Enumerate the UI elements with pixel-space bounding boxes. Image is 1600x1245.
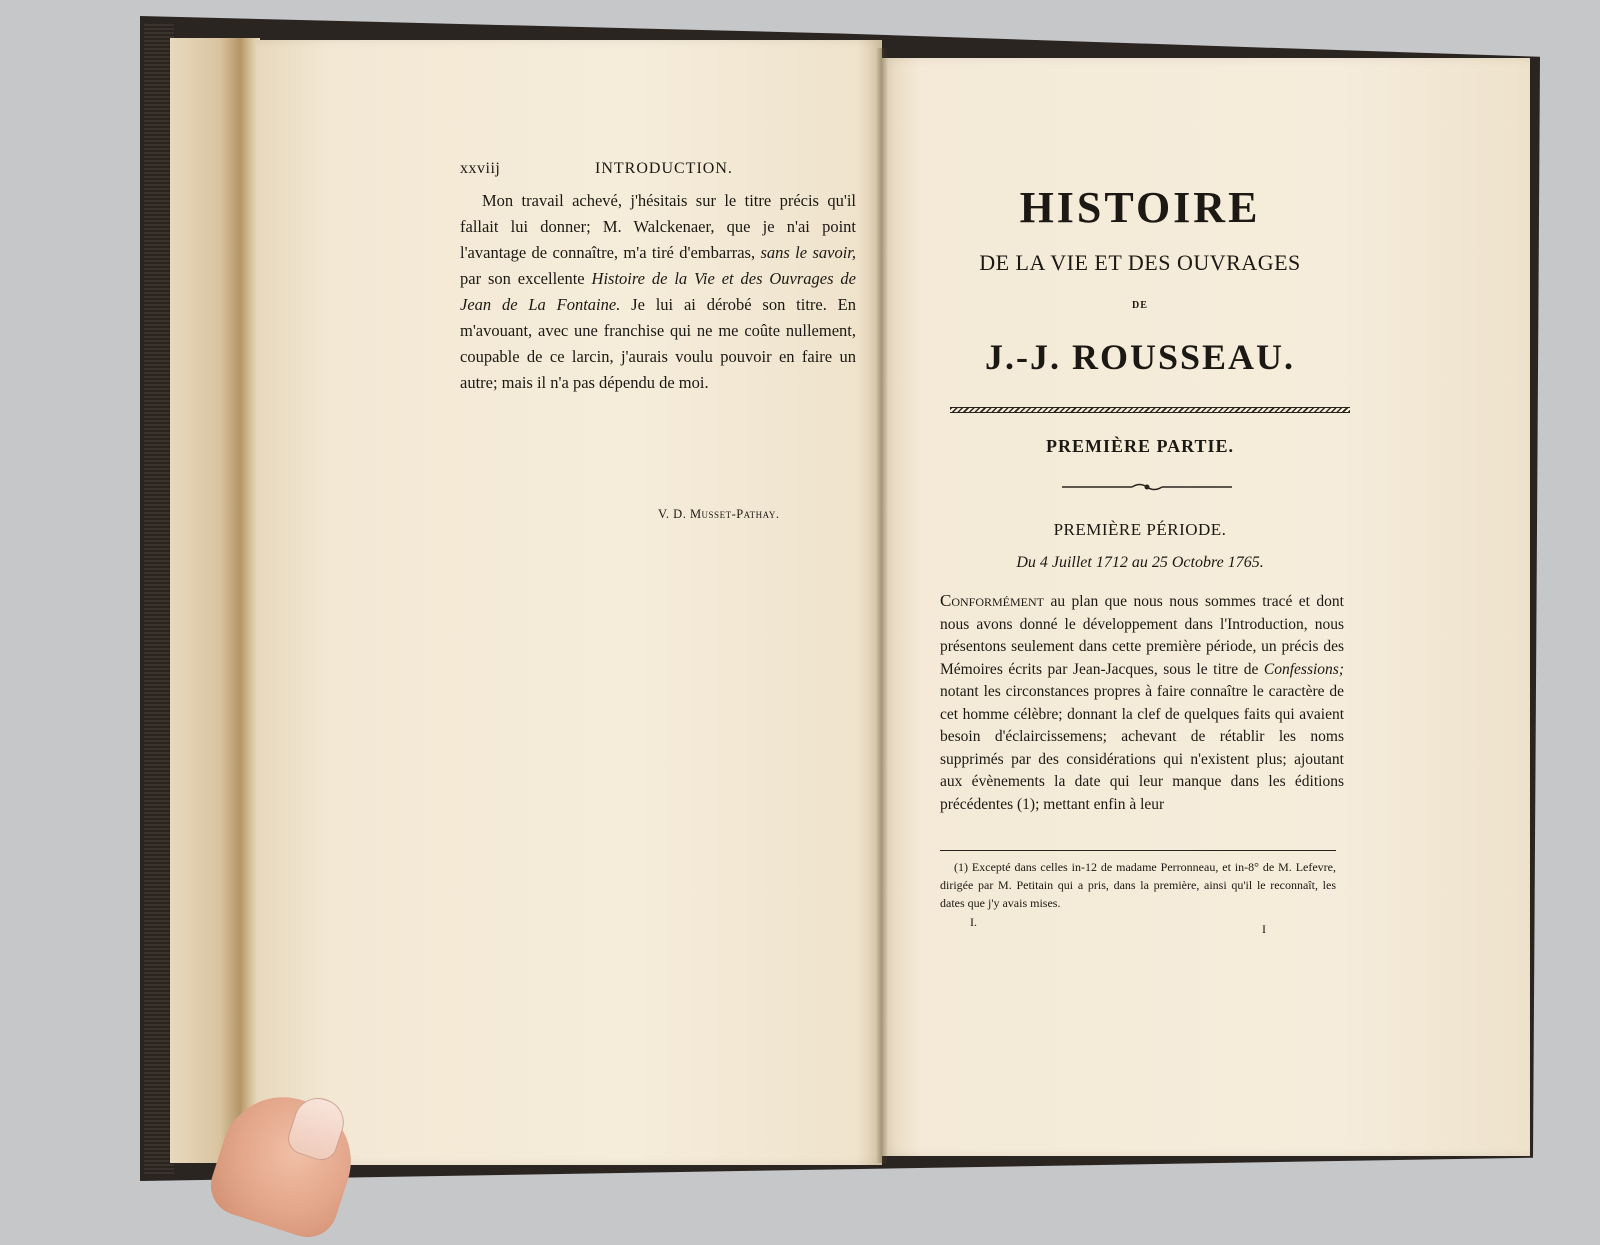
left-signature: V. D. Musset-Pathay. xyxy=(658,507,780,521)
right-page-number: I xyxy=(1262,922,1266,936)
body-text-part2: notant les circonstances propres à faire connaître le caractère de cet homme célèbre; donnant la clef de quelques faits qui avaient besoin d'éclaircissemens; achevant de rétablir les noms supprimés par des considérations qui n'existent plus; ajoutant aux évènements la date qui leur manque dans les éditions précédentes (1); mettant enfin à leur xyxy=(940,683,1344,813)
ornament-divider-icon xyxy=(1062,480,1232,494)
book-author: J.-J. ROUSSEAU. xyxy=(984,337,1296,377)
left-text-part1: Mon travail achevé, j'hésitais sur le titre précis qu'il fallait lui donner; M. Walckenaer, que je n'ai point l'avantage de connaître, m'a tiré d'embarras, xyxy=(460,191,856,262)
book-subtitle: DE LA VIE ET DES OUVRAGES xyxy=(979,250,1301,275)
left-text-italic2: Histoire de la Vie et des Ouvrages de Jean de La Fontaine. xyxy=(460,269,857,314)
left-page-header xyxy=(460,160,856,186)
left-text-part3: Je lui ai dérobé son titre. En m'avouant, avec une franchise qui ne me coûte nullement, coupable de ce larcin, j'aurais voulu pouvoir en faire un autre; mais il n'a pas dépendu de moi. xyxy=(460,295,857,392)
left-running-title: INTRODUCTION. xyxy=(595,160,733,177)
left-text-part2: par son excellente xyxy=(460,269,592,288)
left-text-italic1: sans le savoir, xyxy=(760,243,856,262)
left-page-paragraph xyxy=(460,188,856,396)
book-title: HISTOIRE xyxy=(1019,183,1261,232)
page-stack-edges xyxy=(170,38,260,1163)
period-dates: Du 4 Juillet 1712 au 25 Octobre 1765. xyxy=(1016,554,1264,571)
book-title-de: DE xyxy=(1132,300,1148,311)
footnote: (1) Excepté dans celles in-12 de madame Perronneau, et in-8° de M. Lefevre, dirigée par M. Petitain qui a pris, dans la première, ainsi qu'il le reconnaît, les dates que j'y avais mises. xyxy=(940,860,1336,910)
left-page-number: xxviij xyxy=(460,160,501,177)
part-heading: PREMIÈRE PARTIE. xyxy=(1045,436,1235,456)
body-opening-word: Conformément xyxy=(940,591,1045,610)
body-text-part1: au plan que nous nous sommes tracé et dont nous avons donné le développement dans l'Introduction, nous présentons seulement dans cette première période, un précis des Mémoires écrits par Jean-Jacques, sous le titre de xyxy=(940,593,1344,678)
decorative-rule xyxy=(950,407,1350,413)
signature-mark: I. xyxy=(970,915,977,929)
body-text-italic: Confessions; xyxy=(1263,660,1344,678)
footnote-rule xyxy=(940,850,1336,851)
right-page-body xyxy=(940,590,1344,816)
period-heading: PREMIÈRE PÉRIODE. xyxy=(1053,520,1227,539)
book-gutter xyxy=(876,48,888,1163)
